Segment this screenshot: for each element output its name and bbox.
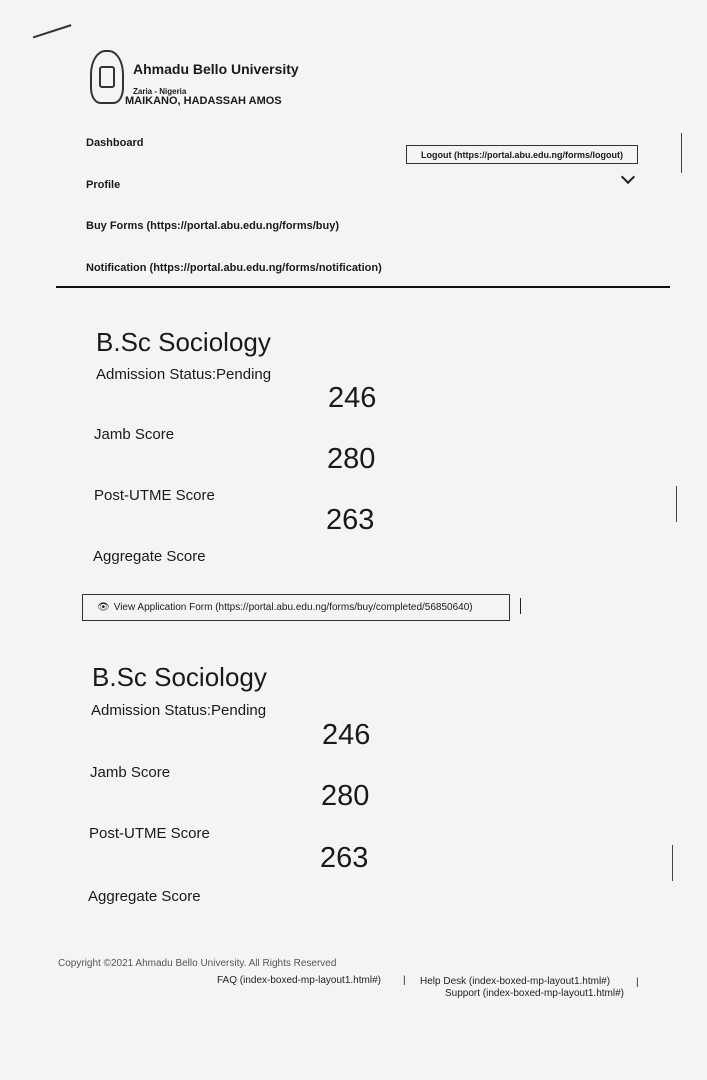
nav-profile-link[interactable]: Profile bbox=[86, 179, 121, 191]
program-title: B.Sc Sociology bbox=[96, 327, 271, 357]
pen-mark bbox=[33, 24, 75, 50]
edge-mark bbox=[681, 133, 682, 173]
aggregate-score-value: 263 bbox=[326, 504, 375, 536]
jamb-score-label: Jamb Score bbox=[90, 764, 171, 781]
program-title: B.Sc Sociology bbox=[92, 662, 267, 692]
support-link[interactable]: Support (index-boxed-mp-layout1.html#) bbox=[445, 988, 624, 999]
edge-mark bbox=[672, 845, 673, 881]
header-divider bbox=[56, 286, 670, 288]
separator-bar bbox=[520, 598, 521, 614]
faq-link[interactable]: FAQ (index-boxed-mp-layout1.html#) bbox=[217, 975, 381, 986]
university-location: Zaria - Nigeria bbox=[133, 87, 187, 96]
university-name: Ahmadu Bello University bbox=[133, 61, 299, 77]
post-utme-score-value: 280 bbox=[327, 443, 376, 475]
jamb-score-value: 246 bbox=[322, 719, 371, 751]
help-desk-link[interactable]: Help Desk (index-boxed-mp-layout1.html#) bbox=[420, 976, 611, 987]
aggregate-score-label: Aggregate Score bbox=[88, 888, 201, 905]
jamb-score-label: Jamb Score bbox=[94, 426, 175, 443]
admission-status: Admission Status:Pending bbox=[96, 366, 272, 383]
chevron-down-icon[interactable] bbox=[621, 170, 635, 184]
nav-notification-link[interactable]: Notification (https://portal.abu.edu.ng/forms/notification) bbox=[86, 262, 382, 274]
aggregate-score-label: Aggregate Score bbox=[93, 548, 206, 565]
nav-dashboard-link[interactable]: Dashboard bbox=[86, 137, 144, 149]
nav-buy-forms-link[interactable]: Buy Forms (https://portal.abu.edu.ng/forms/buy) bbox=[86, 220, 339, 232]
post-utme-score-label: Post-UTME Score bbox=[94, 487, 215, 504]
footer-separator: | bbox=[403, 975, 406, 986]
admission-status: Admission Status:Pending bbox=[91, 702, 267, 719]
post-utme-score-value: 280 bbox=[321, 780, 370, 812]
logout-button[interactable]: Logout (https://portal.abu.edu.ng/forms/logout) bbox=[406, 145, 638, 164]
university-crest-icon bbox=[90, 50, 124, 104]
post-utme-score-label: Post-UTME Score bbox=[89, 825, 210, 842]
aggregate-score-value: 263 bbox=[320, 842, 369, 874]
view-application-form-button[interactable] bbox=[82, 594, 510, 621]
view-application-form-label: View Application Form (https://portal.abu.edu.ng/forms/buy/completed/56850640) bbox=[113, 602, 473, 613]
user-name: MAIKANO, HADASSAH AMOS bbox=[125, 95, 282, 107]
edge-mark bbox=[676, 486, 677, 522]
copyright-text: Copyright ©2021 Ahmadu Bello University. All Rights Reserved bbox=[58, 958, 337, 969]
jamb-score-value: 246 bbox=[328, 382, 377, 414]
eye-icon: 👁 bbox=[97, 602, 110, 613]
footer-separator: | bbox=[636, 977, 639, 988]
